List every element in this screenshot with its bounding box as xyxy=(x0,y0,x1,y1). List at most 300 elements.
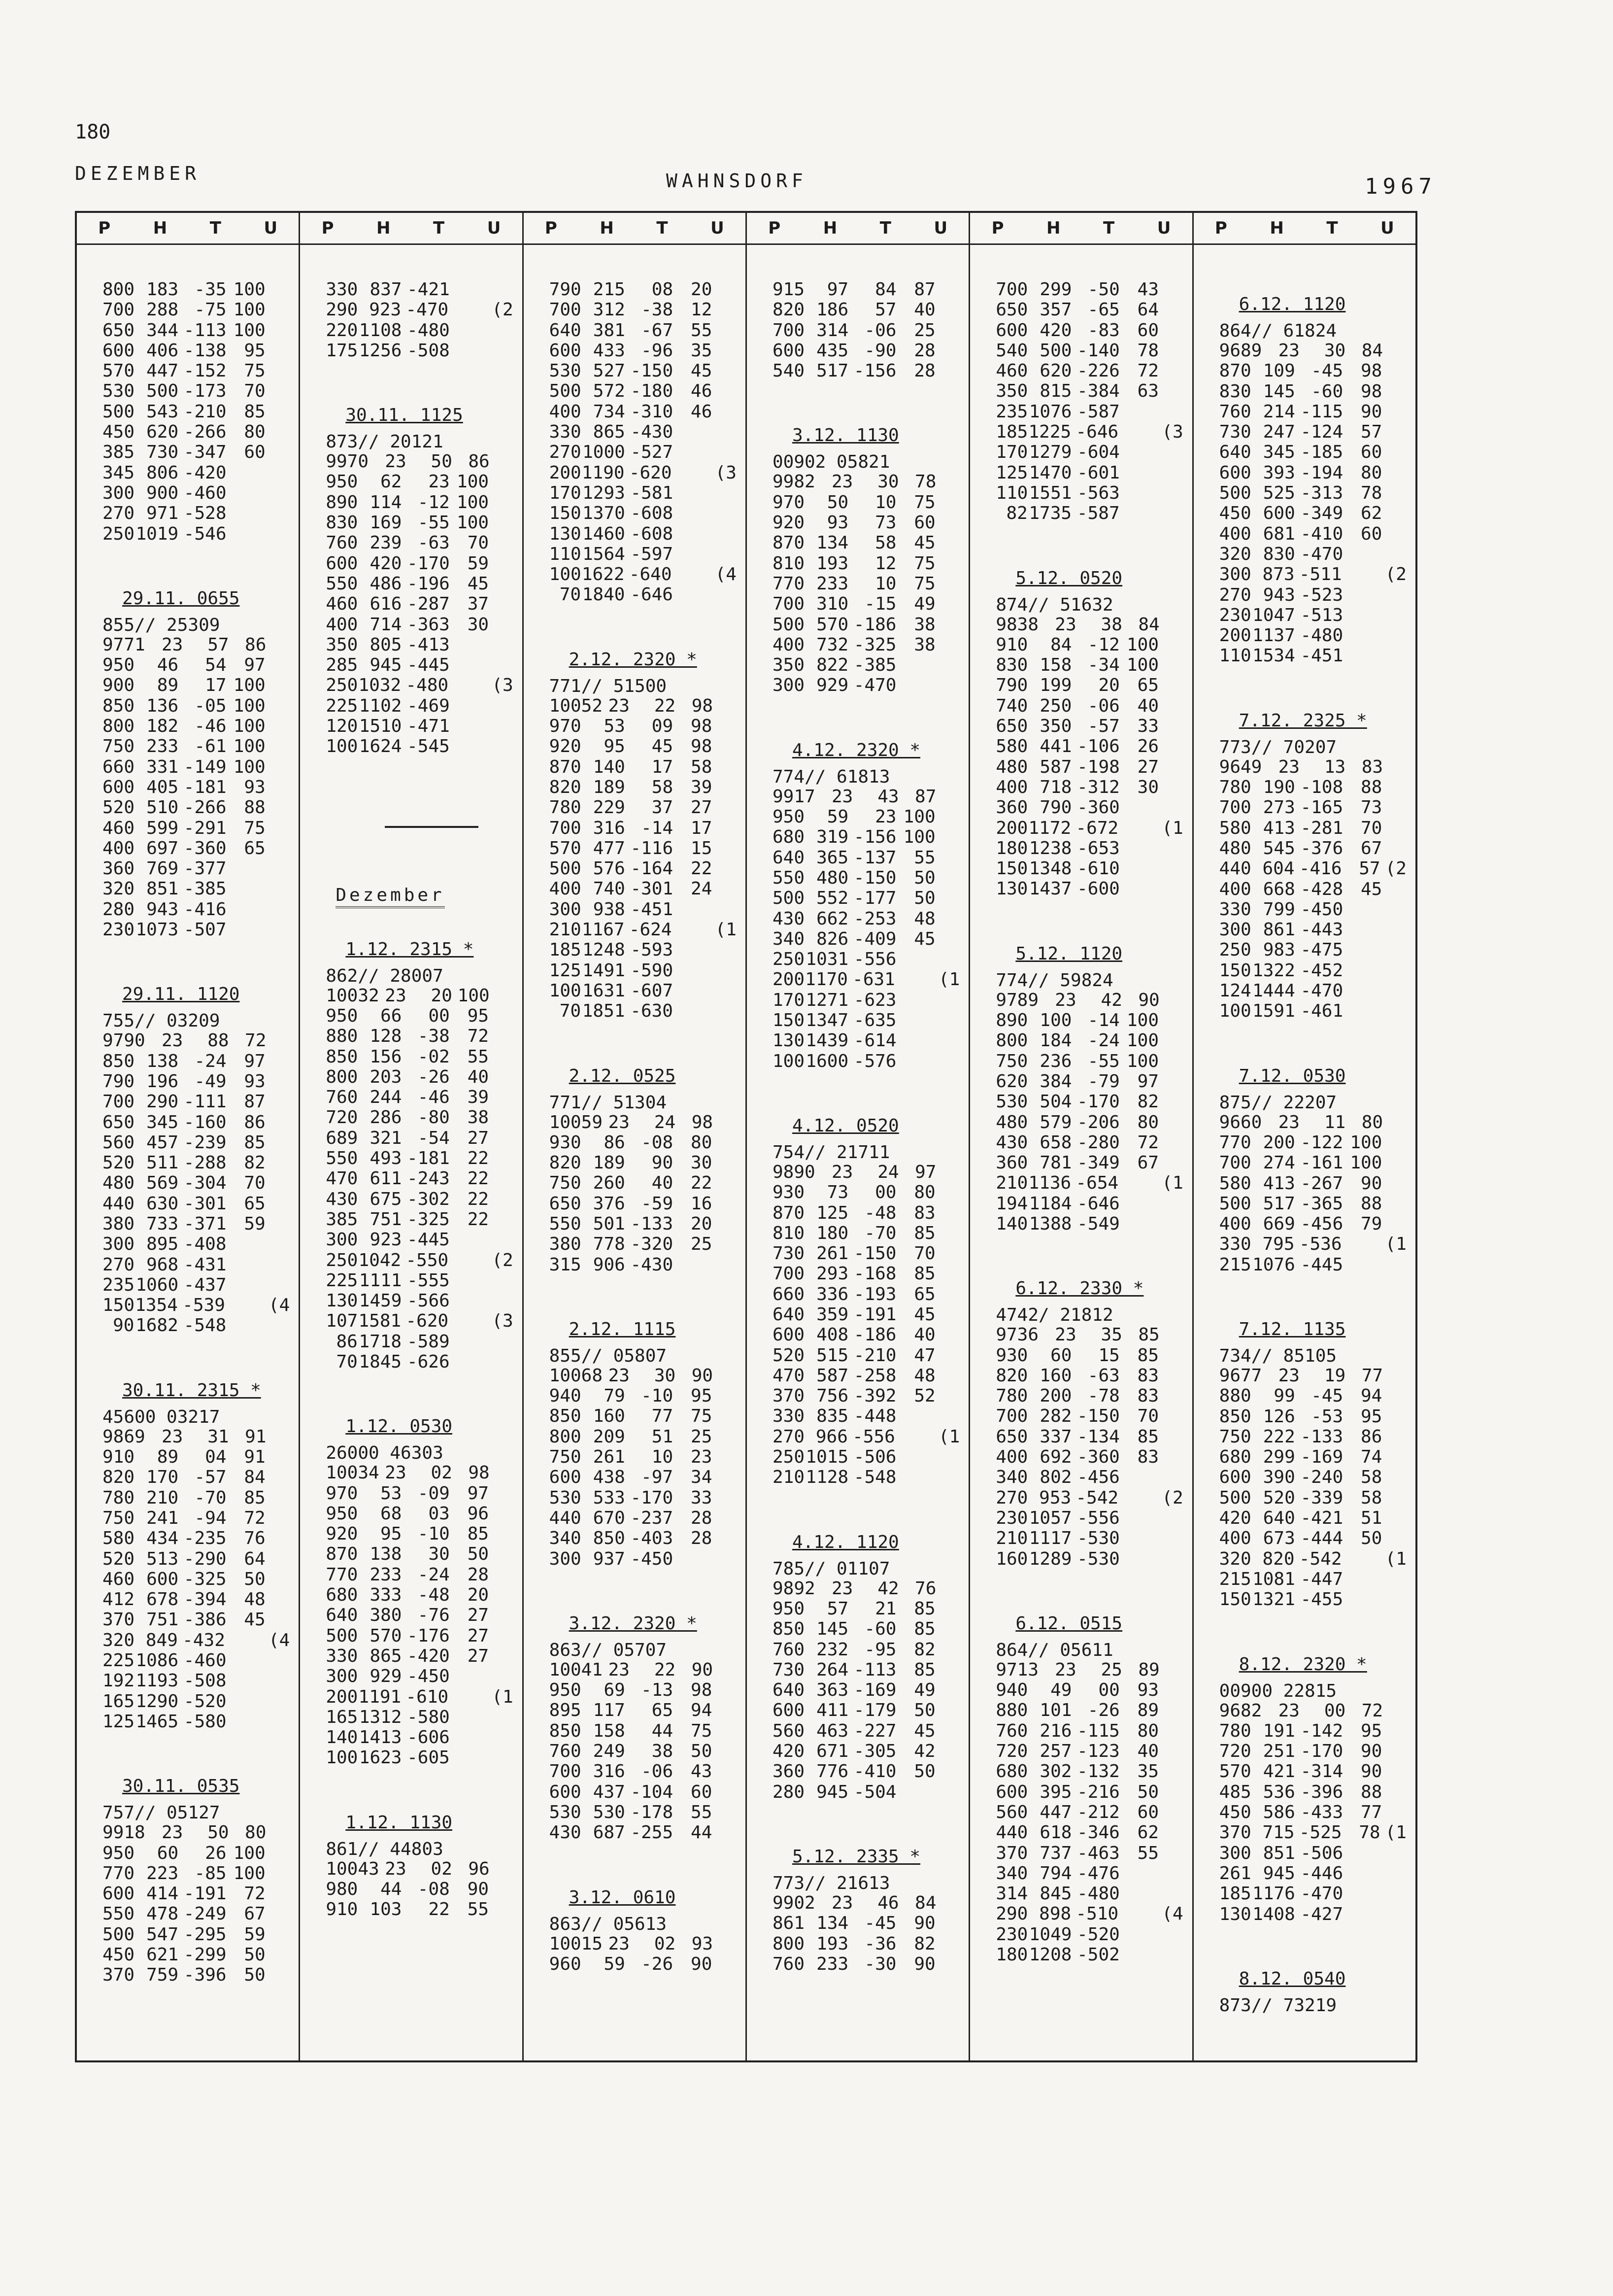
cell-t: -78 xyxy=(1087,1386,1120,1406)
cell-u: 90 xyxy=(914,1913,936,1934)
table-row xyxy=(326,574,513,594)
cell-t: -460 xyxy=(183,482,227,503)
column-body xyxy=(970,245,1192,1994)
table-row xyxy=(1219,1173,1407,1194)
cell-note xyxy=(266,858,290,879)
cell-note xyxy=(712,1528,737,1548)
cell-p: 130 xyxy=(326,1291,358,1311)
cell-note xyxy=(1382,1721,1407,1741)
cell-note xyxy=(489,1707,513,1727)
cell-u xyxy=(896,1467,935,1487)
cell-p: 500 xyxy=(1219,1487,1251,1508)
cell-t: -249 xyxy=(183,1904,227,1924)
block-gap xyxy=(102,940,290,969)
cell-h: 983 xyxy=(1263,940,1295,960)
block-gap xyxy=(549,1974,737,2004)
cell-t: -212 xyxy=(1077,1802,1120,1822)
cell-u xyxy=(1120,1924,1159,1945)
table-row xyxy=(102,635,290,655)
cell-p: 9982 xyxy=(772,472,815,492)
cell-h: 302 xyxy=(1040,1761,1072,1782)
cell-u: 83 xyxy=(914,1202,936,1223)
cell-u: 100 xyxy=(457,985,490,1006)
cell-t: -75 xyxy=(194,300,227,320)
cell-p: 580 xyxy=(1219,1173,1251,1194)
cell-p: 9660 xyxy=(1219,1112,1262,1132)
cell-u: 88 xyxy=(244,797,266,818)
cell-p: 660 xyxy=(102,756,135,777)
cell-note: (1 xyxy=(1385,1822,1407,1843)
table-row xyxy=(773,1304,960,1325)
cell-h: 241 xyxy=(146,1508,179,1528)
table-row xyxy=(549,1001,737,1021)
sounding-ref: 755// 03209 xyxy=(102,1011,220,1031)
table-row xyxy=(1219,1406,1407,1427)
table-row xyxy=(102,1234,290,1254)
cell-t: -280 xyxy=(1077,1132,1120,1153)
cell-note xyxy=(1159,736,1183,756)
cell-h: 95 xyxy=(380,1524,402,1544)
cell-note xyxy=(489,1483,513,1504)
sounding-date: 1.12. 2315 * xyxy=(345,939,474,960)
cell-t: -08 xyxy=(641,1132,673,1153)
cell-t: -508 xyxy=(183,1671,227,1691)
cell-note xyxy=(712,736,737,756)
cell-u: 33 xyxy=(1137,716,1159,737)
cell-p: 230 xyxy=(996,1508,1028,1528)
cell-h: 1049 xyxy=(1029,1924,1072,1945)
cell-u: 38 xyxy=(914,634,936,655)
cell-u: 70 xyxy=(467,533,489,553)
cell-t: -349 xyxy=(1300,503,1344,524)
cell-note xyxy=(1382,1528,1407,1548)
cell-p: 500 xyxy=(772,888,805,909)
cell-note xyxy=(936,1325,960,1345)
cell-h: 222 xyxy=(1263,1426,1295,1447)
table-row xyxy=(549,279,737,300)
table-row xyxy=(996,279,1183,300)
sounding-date: 4.12. 1120 xyxy=(792,1532,899,1552)
cell-t: 57 xyxy=(207,634,229,655)
cell-h: 1073 xyxy=(135,920,179,940)
table-row xyxy=(102,1549,290,1569)
table-row xyxy=(996,402,1183,422)
cell-t: -14 xyxy=(641,818,673,838)
table-row xyxy=(996,1863,1183,1884)
table-row xyxy=(1219,838,1407,858)
cell-h: 160 xyxy=(593,1406,625,1427)
cell-note xyxy=(489,1067,513,1087)
cell-h: 806 xyxy=(146,462,179,483)
cell-u: 74 xyxy=(1361,1447,1382,1468)
cell-note xyxy=(1159,797,1183,818)
cell-note xyxy=(489,1087,513,1107)
table-row xyxy=(102,1691,290,1712)
table-row xyxy=(102,838,290,858)
cell-t: -432 xyxy=(182,1630,225,1650)
table-row xyxy=(549,300,737,320)
sounding-date: 8.12. 0540 xyxy=(1239,1968,1346,1989)
cell-h: 873 xyxy=(1262,564,1295,585)
cell-t: -430 xyxy=(630,422,673,443)
cell-t: -566 xyxy=(407,1291,450,1311)
cell-h: 1510 xyxy=(359,716,402,737)
cell-note xyxy=(266,1467,290,1487)
cell-h: 333 xyxy=(370,1585,402,1606)
sounding-ref: 00900 22815 xyxy=(1219,1680,1337,1701)
cell-t: -287 xyxy=(407,594,450,615)
table-row xyxy=(773,1934,960,1954)
cell-p: 385 xyxy=(326,1209,358,1230)
cell-u xyxy=(227,503,266,523)
cell-u xyxy=(1120,797,1159,818)
table-row xyxy=(1219,899,1407,920)
table-row xyxy=(1219,1904,1407,1924)
cell-note xyxy=(1159,1863,1183,1884)
table-row xyxy=(549,696,737,716)
cell-t: 58 xyxy=(875,533,897,553)
column-header xyxy=(970,213,1192,245)
table-row xyxy=(996,858,1183,879)
table-row xyxy=(773,1680,960,1700)
cell-h: 1591 xyxy=(1252,1001,1295,1022)
cell-u xyxy=(450,1230,489,1250)
cell-t: -111 xyxy=(183,1092,227,1112)
table-row xyxy=(773,1913,960,1933)
cell-note xyxy=(489,1006,513,1026)
cell-p: 520 xyxy=(102,797,135,818)
cell-u: 97 xyxy=(915,1162,937,1182)
cell-h: 966 xyxy=(815,1426,848,1447)
cell-p: 470 xyxy=(326,1168,358,1189)
cell-h: 1225 xyxy=(1028,422,1072,443)
sounding-header xyxy=(996,929,1183,990)
cell-p: 600 xyxy=(772,1700,805,1721)
cell-u xyxy=(1120,483,1159,503)
cell-note xyxy=(489,1748,513,1768)
cell-t: -455 xyxy=(1300,1589,1344,1610)
table-row xyxy=(326,533,513,553)
cell-p: 930 xyxy=(549,1132,581,1153)
cell-note xyxy=(489,1544,513,1564)
header-t: T xyxy=(879,218,891,238)
cell-h: 233 xyxy=(816,573,849,594)
cell-p: 124 xyxy=(1219,981,1251,1001)
sounding-ref: 873// 20121 xyxy=(326,432,443,452)
table-row xyxy=(549,1447,737,1467)
cell-h: 84 xyxy=(1050,634,1072,655)
cell-p: 640 xyxy=(326,1605,358,1626)
table-row xyxy=(1219,1255,1407,1275)
table-row xyxy=(102,1863,290,1884)
cell-p: 760 xyxy=(326,1087,358,1108)
table-row xyxy=(1219,1701,1407,1721)
cell-note xyxy=(489,472,513,492)
table-row xyxy=(102,858,290,879)
cell-h: 191 xyxy=(1263,1720,1295,1741)
table-row xyxy=(326,1230,513,1250)
cell-t: -607 xyxy=(630,980,673,1001)
cell-h: 527 xyxy=(593,361,625,381)
table-row xyxy=(773,1386,960,1406)
cell-t: -471 xyxy=(407,716,450,737)
cell-p: 100 xyxy=(772,1051,805,1071)
sounding-date: 5.12. 0520 xyxy=(1015,568,1123,588)
table-column xyxy=(299,213,522,2060)
cell-p: 290 xyxy=(326,300,358,320)
cell-note: (1 xyxy=(1385,1548,1407,1569)
cell-u xyxy=(450,1666,489,1686)
cell-p: 820 xyxy=(549,1153,581,1173)
cell-u: 93 xyxy=(691,1933,713,1954)
cell-p: 700 xyxy=(102,1092,135,1112)
cell-p: 9771 xyxy=(102,634,145,655)
cell-u xyxy=(225,1295,264,1315)
cell-p: 400 xyxy=(549,879,581,899)
cell-t: 02 xyxy=(431,1463,452,1483)
cell-note: (3 xyxy=(1162,422,1183,443)
cell-h: 1076 xyxy=(1252,1254,1295,1275)
cell-h: 511 xyxy=(146,1153,179,1173)
cell-p: 125 xyxy=(102,1711,135,1732)
cell-h: 69 xyxy=(604,1680,625,1701)
cell-h: 321 xyxy=(370,1128,402,1148)
table-row xyxy=(996,818,1183,838)
cell-u: 26 xyxy=(1137,736,1159,757)
cell-h: 587 xyxy=(1040,756,1072,777)
cell-note xyxy=(936,1954,960,1974)
table-row xyxy=(996,1153,1183,1173)
cell-t: -186 xyxy=(853,1325,897,1345)
cell-h: 216 xyxy=(1040,1720,1072,1741)
cell-p: 700 xyxy=(996,279,1028,300)
cell-u xyxy=(1343,960,1382,981)
cell-h: 1459 xyxy=(359,1291,402,1311)
cell-t: 37 xyxy=(651,797,673,818)
cell-h: 587 xyxy=(816,1365,849,1386)
cell-h: 210 xyxy=(146,1487,179,1508)
cell-h: 849 xyxy=(145,1630,178,1650)
cell-t: -124 xyxy=(1300,422,1344,443)
cell-p: 440 xyxy=(102,1193,135,1214)
table-row xyxy=(996,1508,1183,1528)
cell-u: 34 xyxy=(691,1467,712,1488)
cell-p: 650 xyxy=(549,1193,581,1214)
cell-p: 640 xyxy=(772,1304,805,1325)
block-gap xyxy=(326,1372,513,1402)
cell-h: 23 xyxy=(608,1933,630,1954)
cell-t: -142 xyxy=(1300,1720,1344,1741)
cell-note xyxy=(489,1291,513,1311)
cell-t: -65 xyxy=(1087,300,1120,320)
cell-t: -138 xyxy=(183,340,227,361)
cell-p: 700 xyxy=(1219,797,1251,818)
cell-note: (3 xyxy=(492,1311,513,1332)
cell-note xyxy=(489,1899,513,1919)
table-row xyxy=(549,1427,737,1447)
block-gap xyxy=(996,899,1183,929)
cell-note xyxy=(936,1284,960,1304)
cell-note xyxy=(712,940,737,960)
table-row xyxy=(326,986,513,1006)
table-row xyxy=(773,300,960,320)
cell-note xyxy=(1383,341,1407,361)
table-row xyxy=(102,1822,290,1843)
block-gap xyxy=(326,1920,513,1950)
cell-note xyxy=(1159,442,1183,462)
cell-note xyxy=(266,381,290,401)
cell-p: 230 xyxy=(1219,605,1251,625)
cell-h: 923 xyxy=(369,300,402,320)
cell-u: 88 xyxy=(1361,1193,1382,1214)
table-row xyxy=(996,675,1183,695)
table-row xyxy=(996,1132,1183,1153)
cell-t: -550 xyxy=(405,1250,449,1270)
cell-h: 826 xyxy=(816,928,849,949)
table-row xyxy=(326,675,513,695)
cell-t: -339 xyxy=(1300,1487,1344,1508)
cell-note xyxy=(936,1578,960,1599)
sounding-header xyxy=(102,969,290,1030)
cell-t: 77 xyxy=(651,1406,673,1427)
sounding-ref: 774// 61813 xyxy=(772,766,890,787)
cell-h: 937 xyxy=(593,1548,625,1569)
cell-note xyxy=(266,655,290,675)
cell-u: 27 xyxy=(467,1605,489,1626)
cell-h: 837 xyxy=(370,279,402,300)
cell-note xyxy=(1159,1132,1183,1153)
cell-note xyxy=(936,848,960,868)
cell-u xyxy=(673,483,712,503)
cell-t: -556 xyxy=(1077,1508,1120,1528)
table-row xyxy=(549,1467,737,1487)
cell-note xyxy=(1382,1255,1407,1275)
table-row xyxy=(1219,1569,1407,1589)
cell-t: -53 xyxy=(1311,1406,1344,1427)
cell-h: 835 xyxy=(816,1406,849,1427)
cell-h: 1370 xyxy=(582,503,625,524)
cell-t: -480 xyxy=(405,675,449,696)
table-row xyxy=(773,513,960,533)
sounding-header xyxy=(326,1402,513,1463)
cell-t: -48 xyxy=(417,1585,450,1606)
cell-u: 73 xyxy=(1361,797,1382,818)
cell-h: 517 xyxy=(816,361,849,381)
cell-u: 16 xyxy=(691,1193,712,1214)
sounding-ref: 864// 05611 xyxy=(996,1640,1113,1660)
cell-t: -450 xyxy=(1300,899,1344,920)
cell-u: 85 xyxy=(1137,1426,1159,1447)
cell-t: -448 xyxy=(853,1406,897,1427)
cell-h: 794 xyxy=(1040,1863,1072,1884)
cell-u: 28 xyxy=(691,1528,712,1549)
cell-u: 86 xyxy=(244,1112,266,1132)
cell-p: 770 xyxy=(1219,1132,1251,1153)
cell-p: 165 xyxy=(326,1707,358,1727)
cell-t: -447 xyxy=(1300,1569,1344,1589)
cell-t: -115 xyxy=(1300,401,1344,422)
cell-note xyxy=(936,1304,960,1325)
cell-h: 1238 xyxy=(1029,838,1072,858)
cell-note xyxy=(490,986,513,1006)
cell-h: 1256 xyxy=(359,340,402,361)
cell-t: -150 xyxy=(853,867,897,888)
cell-h: 23 xyxy=(385,985,406,1006)
table-row xyxy=(549,1761,737,1782)
cell-note xyxy=(1382,1569,1407,1589)
cell-t: -164 xyxy=(630,858,673,879)
cell-t: -176 xyxy=(407,1625,450,1646)
sounding-ref: 861// 44803 xyxy=(326,1839,443,1859)
cell-t: -347 xyxy=(183,442,227,463)
cell-t: -445 xyxy=(1300,1254,1344,1275)
cell-h: 23 xyxy=(385,1858,406,1879)
cell-u: 45 xyxy=(914,533,936,553)
sounding-date: 4.12. 0520 xyxy=(792,1115,899,1136)
cell-t: -504 xyxy=(853,1782,897,1802)
table-row xyxy=(102,1132,290,1153)
table-row xyxy=(773,553,960,574)
cell-u xyxy=(896,1447,935,1467)
cell-p: 100 xyxy=(326,736,358,757)
cell-t: -556 xyxy=(853,949,897,970)
cell-t: -160 xyxy=(183,1112,227,1132)
cell-note xyxy=(712,1549,737,1569)
table-row xyxy=(326,513,513,533)
table-row xyxy=(996,1802,1183,1822)
cell-h: 1176 xyxy=(1252,1884,1295,1904)
table-row xyxy=(773,1893,960,1913)
cell-h: 1117 xyxy=(1029,1528,1072,1549)
cell-h: 799 xyxy=(1263,899,1295,920)
block-gap xyxy=(549,1275,737,1304)
cell-t: -451 xyxy=(630,899,673,920)
cell-p: 9790 xyxy=(102,1030,145,1051)
cell-p: 110 xyxy=(549,544,581,564)
cell-note xyxy=(936,807,960,827)
sounding-ref: 00902 05821 xyxy=(772,452,890,473)
sounding-date: 30.11. 1125 xyxy=(345,405,463,426)
cell-t: -295 xyxy=(183,1924,227,1945)
cell-u: 27 xyxy=(467,1625,489,1646)
cell-p: 320 xyxy=(1219,1548,1251,1569)
cell-p: 830 xyxy=(326,513,358,533)
cell-h: 114 xyxy=(370,492,402,513)
sounding-header xyxy=(549,1599,737,1660)
cell-t: 43 xyxy=(877,786,899,807)
cell-h: 247 xyxy=(1263,422,1295,443)
cell-u xyxy=(673,960,712,981)
table-row xyxy=(326,1209,513,1230)
cell-h: 103 xyxy=(370,1899,402,1920)
sounding-ref: 785// 01107 xyxy=(772,1558,890,1579)
cell-u xyxy=(1120,1508,1159,1528)
cell-u xyxy=(1120,1884,1159,1904)
cell-t: -563 xyxy=(1077,482,1120,503)
table-column xyxy=(1192,213,1415,2060)
cell-t: -08 xyxy=(417,1879,450,1900)
cell-note xyxy=(489,320,513,341)
table-row xyxy=(1219,1863,1407,1884)
cell-h: 189 xyxy=(593,1153,625,1173)
cell-h: 236 xyxy=(1040,1051,1072,1071)
cell-p: 185 xyxy=(549,940,581,960)
cell-h: 232 xyxy=(816,1639,849,1660)
cell-u xyxy=(227,920,266,940)
cell-t: -305 xyxy=(853,1741,897,1762)
cell-t: -576 xyxy=(853,1051,897,1071)
cell-note xyxy=(936,1345,960,1366)
